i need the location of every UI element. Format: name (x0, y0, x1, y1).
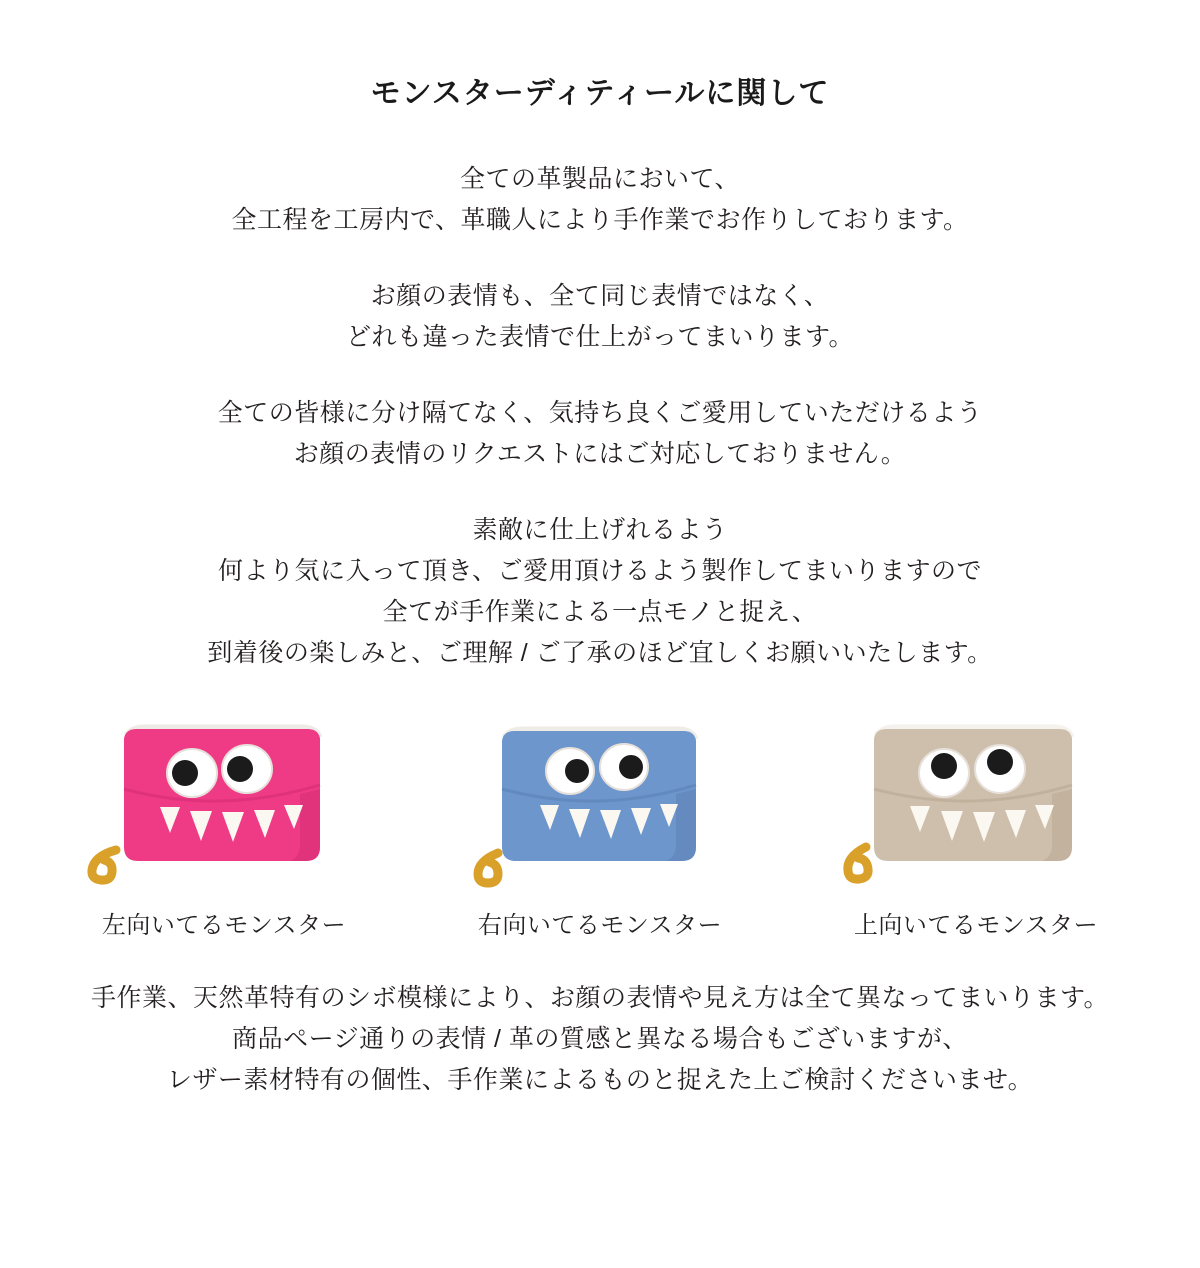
footer-line-3: レザー素材特有の個性、手作業によるものと捉えた上ご検討くださいませ。 (166, 1066, 1034, 1094)
monster-wallet-pink-icon (59, 700, 389, 895)
paragraph-4-line-1: 素敵に仕上げれるよう (472, 516, 728, 544)
gallery-caption-blue: 右向いてるモンスター (477, 912, 723, 939)
paragraph-4 (0, 510, 1200, 674)
gallery-caption-pink: 左向いてるモンスター (101, 912, 347, 939)
product-gallery (0, 700, 1200, 940)
paragraph-1-line-1: 全ての革製品において、 (459, 165, 740, 193)
paragraph-4-line-4: 到着後の楽しみと、ご理解 / ご了承のほど宜しくお願いいたします。 (207, 639, 993, 667)
paragraph-1-line-2: 全工程を工房内で、革職人により手作業でお作りしております。 (231, 206, 969, 234)
paragraph-1 (0, 159, 1200, 241)
paragraph-4-line-3: 全てが手作業による一点モノと捉え、 (382, 598, 818, 626)
footer-note (0, 978, 1200, 1101)
gallery-item-beige (811, 700, 1141, 940)
gallery-item-pink (59, 700, 389, 940)
paragraph-3 (0, 393, 1200, 475)
monster-wallet-blue-icon (435, 700, 765, 895)
gallery-item-blue (435, 700, 765, 940)
paragraph-2-line-1: お顔の表情も、全て同じ表情ではなく、 (370, 282, 830, 310)
paragraph-2 (0, 276, 1200, 358)
gallery-caption-beige: 上向いてるモンスター (853, 912, 1099, 939)
page-root (0, 68, 1200, 1268)
paragraph-4-line-2: 何より気に入って頂き、ご愛用頂けるよう製作してまいりますので (217, 557, 982, 585)
footer-line-1: 手作業、天然革特有のシボ模様により、お顔の表情や見え方は全て異なってまいります。 (90, 984, 1109, 1012)
paragraph-3-line-1: 全ての皆様に分け隔てなく、気持ち良くご愛用していただけるよう (217, 399, 983, 427)
page-title: モンスターディティールに関して (370, 77, 830, 110)
footer-line-2: 商品ページ通りの表情 / 革の質感と異なる場合もございますが、 (232, 1025, 968, 1053)
paragraph-3-line-2: お顔の表情のリクエストにはご対応しておりません。 (293, 440, 907, 468)
paragraph-2-line-2: どれも違った表情で仕上がってまいります。 (345, 323, 854, 351)
monster-wallet-beige-icon (811, 700, 1141, 895)
